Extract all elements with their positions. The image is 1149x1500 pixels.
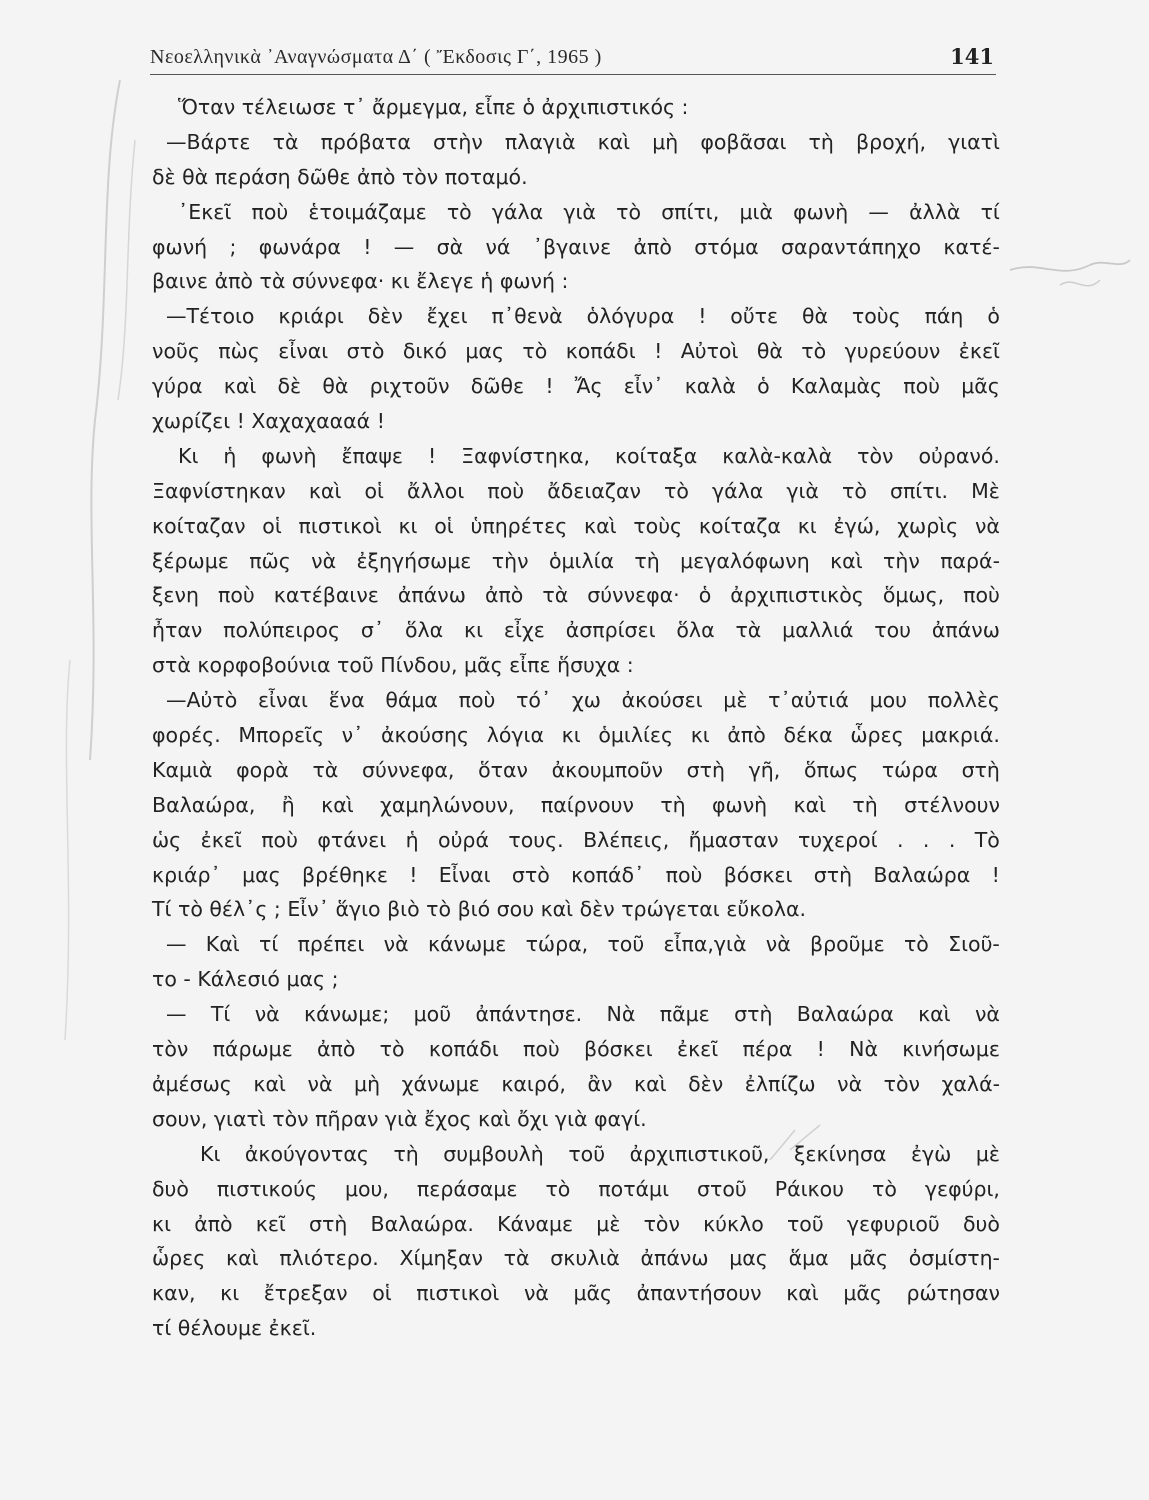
text-line: δυὸ πιστικούς μου, περάσαμε τὸ ποτάμι στοῦ Ράικου τὸ γεφύρι, bbox=[152, 1176, 1000, 1201]
body-text bbox=[152, 90, 1000, 1346]
pencil-margin-notes-left bbox=[40, 60, 140, 1160]
text-line: Βαλαώρα, ἢ καὶ χαμηλώνουν, παίρνουν τὴ φωνὴ καὶ τὴ στέλνουν bbox=[152, 792, 1000, 817]
text-line: στὰ κορφοβούνια τοῦ Πίνδου, μᾶς εἶπε ἥσυχα : bbox=[152, 653, 634, 678]
text-line: Ξαφνίστηκαν καὶ οἱ ἄλλοι ποὺ ἄδειαζαν τὸ γάλα γιὰ τὸ σπίτι. Μὲ bbox=[152, 478, 1000, 503]
text-line: ξέρωμε πῶς νὰ ἐξηγήσωμε τὴν ὁμιλία τὴ μεγαλόφωνη καὶ τὴν παρά- bbox=[152, 548, 1000, 573]
text-line: το - Κάλεσιό μας ; bbox=[152, 967, 339, 992]
page-number: 141 bbox=[950, 44, 994, 69]
text-line: κριάρ᾿ μας βρέθηκε ! Εἶναι στὸ κοπάδ᾿ ποὺ βόσκει στὴ Βαλαώρα ! bbox=[152, 862, 1000, 887]
text-line: — Τί νὰ κάνωμε; μοῦ ἀπάντησε. Νὰ πᾶμε στὴ Βαλαώρα καὶ νὰ bbox=[166, 1002, 1000, 1027]
text-line: Κι ἡ φωνὴ ἔπαψε ! Ξαφνίστηκα, κοίταξα καλὰ-καλὰ τὸν οὐρανό. bbox=[178, 443, 1000, 468]
text-line: νοῦς πὼς εἶναι στὸ δικό μας τὸ κοπάδι ! Αὐτοὶ θὰ τὸ γυρεύουν ἐκεῖ bbox=[152, 339, 1000, 364]
text-line: ᾿Εκεῖ ποὺ ἑτοιμάζαμε τὸ γάλα γιὰ τὸ σπίτι, μιὰ φωνὴ — ἀλλὰ τί bbox=[178, 199, 1000, 224]
text-line: τί θέλουμε ἐκεῖ. bbox=[152, 1316, 317, 1341]
text-line: ἀμέσως καὶ νὰ μὴ χάνωμε καιρό, ἂν καὶ δὲν ἐλπίζω νὰ τὸν χαλά- bbox=[152, 1071, 1000, 1096]
text-line: —Τέτοιο κριάρι δὲν ἔχει π᾿θενὰ ὁλόγυρα ! οὔτε θὰ τοὺς πάη ὁ bbox=[166, 304, 1000, 329]
text-line: βαινε ἀπὸ τὰ σύννεφα· κι ἔλεγε ἡ φωνή : bbox=[152, 269, 569, 294]
text-line: ἦταν πολύπειρος σ᾿ ὅλα κι εἶχε ἀσπρίσει ὅλα τὰ μαλλιά του ἀπάνω bbox=[152, 618, 1000, 643]
text-line: Καμιὰ φορὰ τὰ σύννεφα, ὅταν ἀκουμποῦν στὴ γῆ, ὅπως τώρα στὴ bbox=[152, 757, 1000, 782]
text-line: ὡς ἐκεῖ ποὺ φτάνει ἡ οὐρά τους. Βλέπεις, ἤμασταν τυχεροί . . . Τὸ bbox=[152, 827, 1000, 852]
text-line: φορές. Μπορεῖς ν᾿ ἀκούσης λόγια κι ὁμιλίες κι ἀπὸ δέκα ὧρες μακριά. bbox=[152, 723, 1000, 748]
text-line: Ὅταν τέλειωσε τ᾿ ἄρμεγμα, εἶπε ὁ ἀρχιπιστικός : bbox=[178, 95, 689, 119]
text-line: καν, κι ἔτρεξαν οἱ πιστικοὶ νὰ μᾶς ἀπαντήσουν καὶ μᾶς ρώτησαν bbox=[152, 1281, 1000, 1306]
text-line: γύρα καὶ δὲ θὰ ριχτοῦν δῶθε ! Ἄς εἶν᾿ καλὰ ὁ Καλαμὰς ποὺ μᾶς bbox=[152, 374, 1000, 399]
pencil-margin-notes-right bbox=[1000, 240, 1140, 320]
text-line: κι ἀπὸ κεῖ στὴ Βαλαώρα. Κάναμε μὲ τὸν κύκλο τοῦ γεφυριοῦ δυὸ bbox=[152, 1211, 1000, 1236]
text-line: — Καὶ τί πρέπει νὰ κάνωμε τώρα, τοῦ εἶπα,γιὰ νὰ βροῦμε τὸ Σιοῦ- bbox=[166, 932, 1000, 957]
text-line: Κι ἀκούγοντας τὴ συμβουλὴ τοῦ ἀρχιπιστικοῦ, ξεκίνησα ἐγὼ μὲ bbox=[200, 1141, 1000, 1166]
text-line: —Βάρτε τὰ πρόβατα στὴν πλαγιὰ καὶ μὴ φοβᾶσαι τὴ βροχή, γιατὶ bbox=[166, 129, 1000, 154]
text-line: δὲ θὰ περάση δῶθε ἀπὸ τὸν ποταμό. bbox=[152, 164, 528, 189]
running-header bbox=[150, 42, 996, 75]
text-line: ξενη ποὺ κατέβαινε ἀπάνω ἀπὸ τὰ σύννεφα· ὁ ἀρχιπιστικὸς ὅμως, ποὺ bbox=[152, 583, 1000, 608]
text-line: σουν, γιατὶ τὸν πῆραν γιὰ ἔχος καὶ ὄχι γιὰ φαγί. bbox=[152, 1106, 647, 1131]
text-line: τὸν πάρωμε ἀπὸ τὸ κοπάδι ποὺ βόσκει ἐκεῖ πέρα ! Νὰ κινήσωμε bbox=[152, 1037, 1000, 1062]
text-line: κοίταζαν οἱ πιστικοὶ κι οἱ ὑπηρέτες καὶ τοὺς κοίταζα κι ἐγώ, χωρὶς νὰ bbox=[152, 513, 1000, 538]
text-line: —Αὐτὸ εἶναι ἕνα θάμα ποὺ τό᾿ χω ἀκούσει μὲ τ᾿αὐτιά μου πολλὲς bbox=[166, 688, 1000, 713]
book-title-header: Νεοελληνικὰ ᾿Αναγνώσματα Δ΄ ( Ἔκδοσις Γ΄, 1965 ) bbox=[150, 46, 602, 68]
text-line: Τί τὸ θέλ᾿ς ; Εἶν᾿ ἅγιο βιὸ τὸ βιό σου καὶ δὲν τρώγεται εὔκολα. bbox=[152, 897, 806, 922]
text-line: χωρίζει ! Χαχαχαααά ! bbox=[152, 409, 385, 434]
text-line: ὧρες καὶ πλιότερο. Χίμηξαν τὰ σκυλιὰ ἀπάνω μας ἅμα μᾶς ὀσμίστη- bbox=[152, 1246, 1000, 1271]
text-line: φωνή ; φωνάρα ! — σὰ νά ᾿βγαινε ἀπὸ στόμα σαραντάπηχο κατέ- bbox=[152, 234, 1000, 259]
